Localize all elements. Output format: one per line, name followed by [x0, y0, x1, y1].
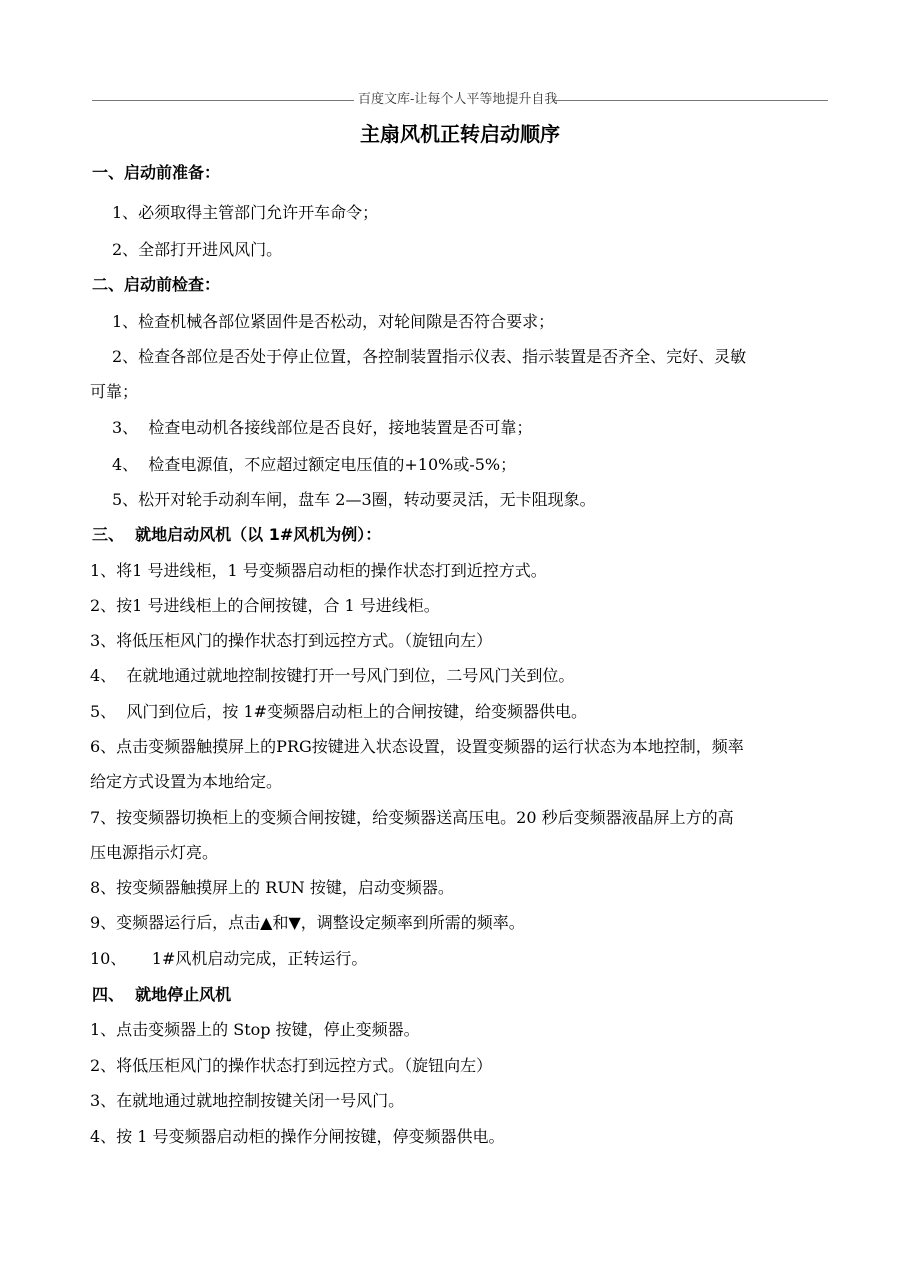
list-item-continuation: 可靠； — [90, 382, 139, 401]
list-item: 2、检查各部位是否处于停止位置，各控制装置指示仪表、指示装置是否齐全、完好、灵敏 — [112, 347, 747, 366]
list-item: 4、 检查电源值，不应超过额定电压值的+10%或-5%； — [112, 455, 517, 474]
list-item: 10、 1#风机启动完成，正转运行。 — [90, 949, 368, 968]
list-item: 1、点击变频器上的 Stop 按键，停止变频器。 — [90, 1020, 420, 1039]
section-heading-4: 四、 就地停止风机 — [92, 985, 232, 1004]
list-item: 4、 在就地通过就地控制按键打开一号风门到位，二号风门关到位。 — [90, 666, 575, 685]
list-item: 7、按变频器切换柜上的变频合闸按键，给变频器送高压电。20 秒后变频器液晶屏上方的高 — [90, 808, 734, 827]
list-item: 8、按变频器触摸屏上的 RUN 按键，启动变频器。 — [90, 878, 454, 897]
list-item: 2、按1 号进线柜上的合闸按键，合 1 号进线柜。 — [90, 596, 440, 615]
list-item: 3、将低压柜风门的操作状态打到远控方式。（旋钮向左） — [90, 631, 493, 650]
list-item: 1、检查机械各部位紧固件是否松动，对轮间隙是否符合要求； — [112, 312, 555, 331]
list-item: 6、点击变频器触摸屏上的PRG按键进入状态设置，设置变频器的运行状态为本地控制，频率 — [90, 737, 744, 756]
list-item: 2、将低压柜风门的操作状态打到远控方式。（旋钮向左） — [90, 1056, 493, 1075]
section-heading-2: 二、启动前检查： — [92, 275, 221, 294]
header-text: 百度文库-让每个人平等地提升自我 — [358, 92, 558, 107]
header-rule-right — [554, 100, 828, 101]
list-item-continuation: 压电源指示灯亮。 — [90, 843, 219, 862]
list-item: 2、全部打开进风风门。 — [112, 240, 283, 259]
page-header — [92, 88, 828, 107]
list-item: 4、按 1 号变频器启动柜的操作分闸按键，停变频器供电。 — [90, 1127, 505, 1146]
list-item-continuation: 给定方式设置为本地给定。 — [90, 772, 283, 791]
list-item: 5、松开对轮手动刹车闸，盘车 2—3圈，转动要灵活，无卡阻现象。 — [112, 490, 596, 509]
list-item: 9、变频器运行后，点击▲和▼，调整设定频率到所需的频率。 — [90, 913, 525, 932]
section-heading-3: 三、 就地启动风机（以 1#风机为例）： — [92, 525, 382, 544]
document-title: 主扇风机正转启动顺序 — [360, 122, 560, 146]
list-item: 3、 检查电动机各接线部位是否良好，接地装置是否可靠； — [112, 418, 533, 437]
list-item: 1、必须取得主管部门允许开车命令； — [112, 203, 379, 222]
header-rule-left — [92, 100, 354, 101]
list-item: 1、将1 号进线柜，1 号变频器启动柜的操作状态打到近控方式。 — [90, 561, 547, 580]
section-heading-1: 一、启动前准备： — [92, 163, 221, 182]
list-item: 5、 风门到位后，按 1#变频器启动柜上的合闸按键，给变频器供电。 — [90, 702, 588, 721]
list-item: 3、在就地通过就地控制按键关闭一号风门。 — [90, 1091, 405, 1110]
